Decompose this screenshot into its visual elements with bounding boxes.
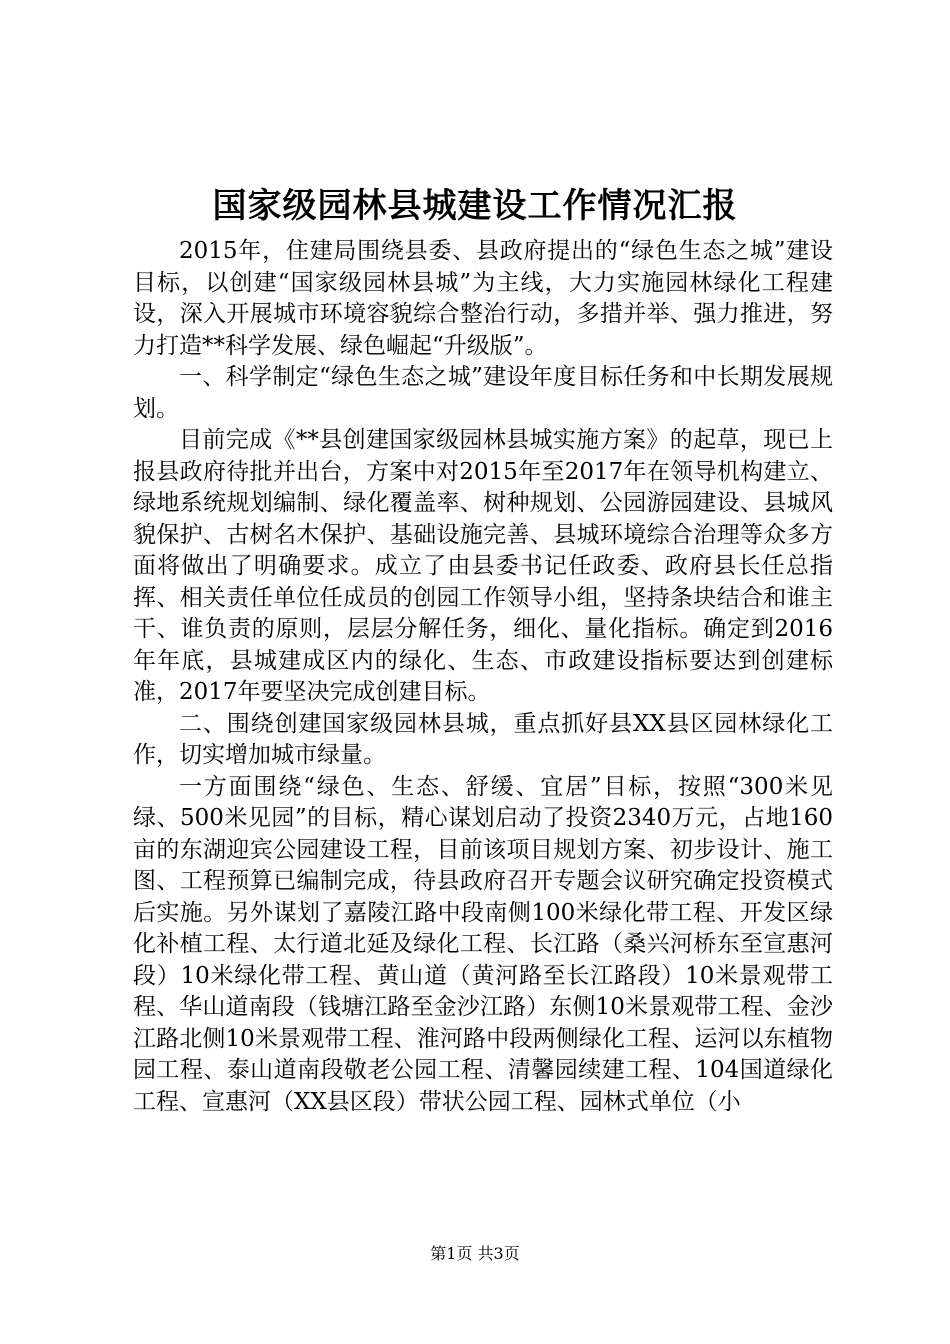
document-title: 国家级园林县城建设工作情况汇报 xyxy=(212,186,738,226)
paragraph-section-2-heading: 二、围绕创建国家级园林县城，重点抓好县XX县区园林绿化工作，切实增加城市绿量。 xyxy=(133,710,833,768)
paragraph-intro: 2015年，住建局围绕县委、县政府提出的“绿色生态之城”建设目标，以创建“国家级园林县城”为主线，大力实施园林绿化工程建设，深入开展城市环境容貌综合整治行动，多措并举、强力推进，努力打造**科学发展、绿色崛起“升级版”。 xyxy=(133,238,833,359)
page-footer: 第1页 共3页 xyxy=(430,1244,520,1263)
paragraph-section-1-heading: 一、科学制定“绿色生态之城”建设年度目标任务和中长期发展规划。 xyxy=(133,364,833,422)
document-body xyxy=(133,236,833,1118)
paragraph-section-1-content: 目前完成《**县创建国家级园林县城实施方案》的起草，现已上报县政府待批并出台，方案中对2015年至2017年在领导机构建立、绿地系统规划编制、绿化覆盖率、树种规划、公园游园建设、县城风貌保护、古树名木保护、基础设施完善、县城环境综合治理等众多方面将做出了明确要求。成立了由县委书记任政委、政府县长任总指挥、相关责任单位任成员的创园工作领导小组，坚持条块结合和谁主干、谁负责的原则，层层分解任务，细化、量化指标。确定到2016年年底，县城建成区内的绿化、生态、市政建设指标要达到创建标准，2017年要坚决完成创建目标。 xyxy=(133,427,833,705)
paragraph-section-2-content: 一方面围绕“绿色、生态、舒缓、宜居”目标，按照“300米见绿、500米见园”的目标，精心谋划启动了投资2340万元，占地160亩的东湖迎宾公园建设工程，目前该项目规划方案、初步设计、施工图、工程预算已编制完成，待县政府召开专题会议研究确定投资模式后实施。另外谋划了嘉陵江路中段南侧100米绿化带工程、开发区绿化补植工程、太行道北延及绿化工程、长江路（桑兴河桥东至宣惠河段）10米绿化带工程、黄山道（黄河路至长江路段）10米景观带工程、华山道南段（钱塘江路至金沙江路）东侧10米景观带工程、金沙江路北侧10米景观带工程、淮河路中段两侧绿化工程、运河以东植物园工程、泰山道南段敬老公园工程、清馨园续建工程、104国道绿化工程、宣惠河（XX县区段）带状公园工程、园林式单位（小 xyxy=(133,773,833,1115)
